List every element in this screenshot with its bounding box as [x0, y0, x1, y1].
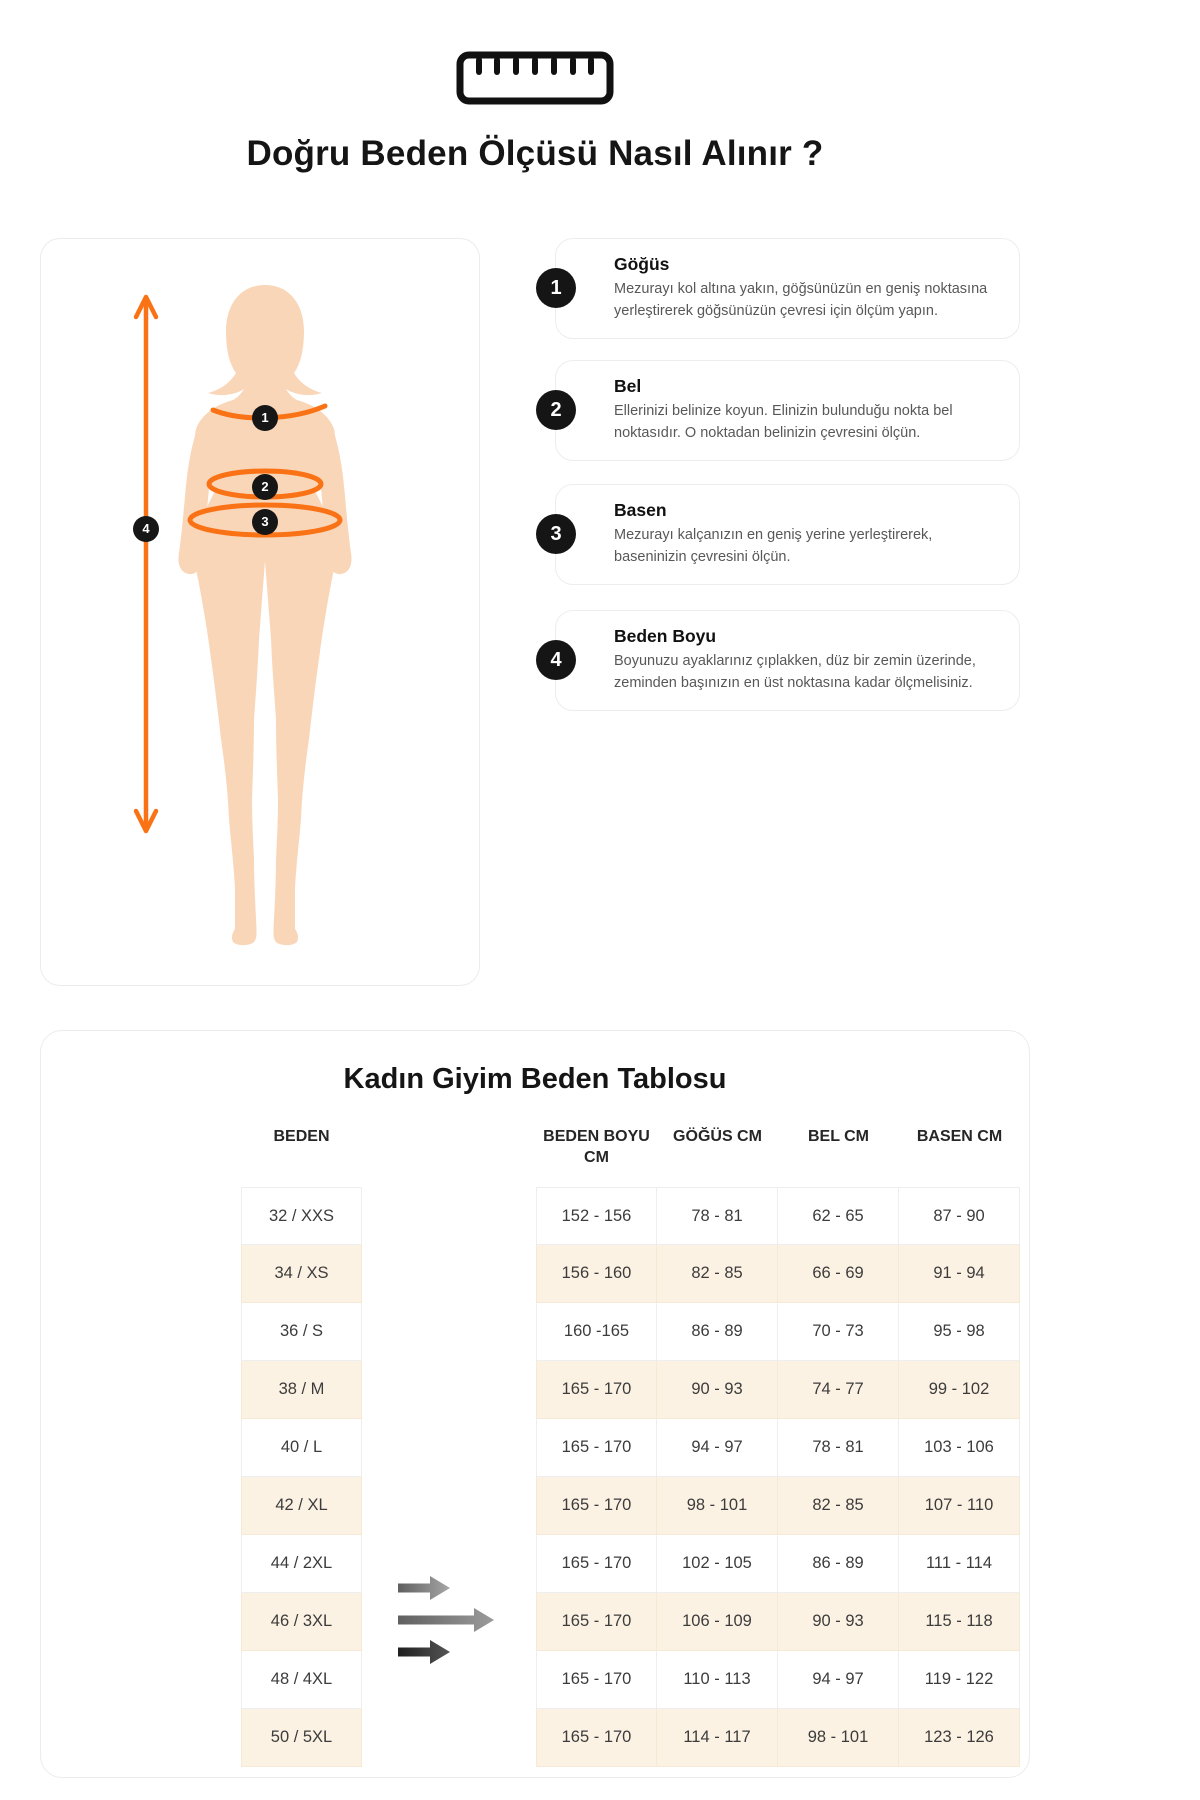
table-row [241, 1593, 1029, 1651]
table-row [241, 1245, 1029, 1303]
table-row [241, 1419, 1029, 1477]
cell-basen: 119 - 122 [899, 1651, 1020, 1709]
cell-bel: 62 - 65 [778, 1187, 899, 1245]
column-header-beden: BEDEN [273, 1128, 330, 1145]
size-table-card [40, 1030, 1030, 1778]
size-table-title: Kadın Giyim Beden Tablosu [343, 1063, 727, 1095]
instruction-card-chest [550, 238, 1020, 339]
cell-beden: 50 / 5XL [241, 1709, 362, 1767]
cell-bel: 90 - 93 [778, 1593, 899, 1651]
cell-gogus: 106 - 109 [657, 1593, 778, 1651]
cell-boy: 165 - 170 [536, 1709, 657, 1767]
cell-basen: 107 - 110 [899, 1477, 1020, 1535]
body-silhouette-illustration [41, 239, 481, 987]
cell-beden: 32 / XXS [241, 1187, 362, 1245]
column-header-gogus: GÖĞÜS CM [673, 1128, 762, 1145]
cell-basen: 95 - 98 [899, 1303, 1020, 1361]
cell-boy: 152 - 156 [536, 1187, 657, 1245]
height-arrow [136, 297, 156, 831]
column-header-beden-boyu: BEDEN BOYU CM [543, 1128, 650, 1166]
cell-gogus: 86 - 89 [657, 1303, 778, 1361]
measure-point-4-badge: 4 [133, 516, 159, 542]
instruction-title: Basen [614, 500, 667, 520]
cell-boy: 165 - 170 [536, 1419, 657, 1477]
cell-beden: 46 / 3XL [241, 1593, 362, 1651]
cell-boy: 165 - 170 [536, 1593, 657, 1651]
instruction-text: Mezurayı kol altına yakın, göğsünüzün en geniş noktasına yerleştirerek göğsünüzün çevresi için ölçüm yapın. [614, 281, 988, 319]
step-1-number-badge: 1 [536, 268, 576, 308]
cell-boy: 165 - 170 [536, 1535, 657, 1593]
instruction-title: Bel [614, 376, 642, 396]
measure-point-1-badge: 1 [252, 405, 278, 431]
step-3-number-badge: 3 [536, 514, 576, 554]
cell-basen: 87 - 90 [899, 1187, 1020, 1245]
cell-gogus: 98 - 101 [657, 1477, 778, 1535]
column-header-basen: BASEN CM [916, 1128, 1003, 1145]
cell-basen: 99 - 102 [899, 1361, 1020, 1419]
cell-boy: 160 -165 [536, 1303, 657, 1361]
cell-beden: 34 / XS [241, 1245, 362, 1303]
cell-bel: 74 - 77 [778, 1361, 899, 1419]
instruction-text: Boyunuzu ayaklarınız çıplakken, düz bir zemin üzerinde, zeminden başınızın en üst noktasına kadar ölçmelisiniz. [614, 653, 976, 691]
table-row [241, 1709, 1029, 1767]
cell-boy: 165 - 170 [536, 1361, 657, 1419]
instruction-text: Mezurayı kalçanızın en geniş yerine yerleştirerek, baseninizin çevresini ölçün. [614, 527, 933, 565]
cell-gogus: 82 - 85 [657, 1245, 778, 1303]
instruction-card-height [550, 610, 1020, 711]
table-row [241, 1187, 1029, 1245]
cell-beden: 40 / L [241, 1419, 362, 1477]
instruction-card-hip [550, 484, 1020, 585]
step-4-number-badge: 4 [536, 640, 576, 680]
cell-bel: 78 - 81 [778, 1419, 899, 1477]
instruction-card-waist [550, 360, 1020, 461]
cell-basen: 111 - 114 [899, 1535, 1020, 1593]
measurement-figure-card [40, 238, 480, 986]
ruler-icon [455, 48, 615, 110]
cell-gogus: 90 - 93 [657, 1361, 778, 1419]
cell-beden: 42 / XL [241, 1477, 362, 1535]
cell-beden: 38 / M [241, 1361, 362, 1419]
cell-gogus: 110 - 113 [657, 1651, 778, 1709]
cell-beden: 48 / 4XL [241, 1651, 362, 1709]
cell-gogus: 94 - 97 [657, 1419, 778, 1477]
instruction-title: Beden Boyu [614, 626, 717, 646]
cell-boy: 156 - 160 [536, 1245, 657, 1303]
cell-basen: 91 - 94 [899, 1245, 1020, 1303]
step-2-number-badge: 2 [536, 390, 576, 430]
size-table-header [241, 1127, 1200, 1169]
cell-basen: 103 - 106 [899, 1419, 1020, 1477]
cell-beden: 44 / 2XL [241, 1535, 362, 1593]
cell-basen: 115 - 118 [899, 1593, 1020, 1651]
instruction-title: Göğüs [614, 254, 670, 274]
cell-bel: 70 - 73 [778, 1303, 899, 1361]
cell-gogus: 78 - 81 [657, 1187, 778, 1245]
size-table-body [41, 1187, 1029, 1767]
measure-point-3-badge: 3 [252, 509, 278, 535]
cell-basen: 123 - 126 [899, 1709, 1020, 1767]
cell-bel: 98 - 101 [778, 1709, 899, 1767]
table-row [241, 1535, 1029, 1593]
instruction-text: Ellerinizi belinize koyun. Elinizin bulunduğu nokta bel noktasıdır. O noktadan belinizin çevresini ölçün. [614, 403, 953, 441]
page-title: Doğru Beden Ölçüsü Nasıl Alınır ? [246, 134, 824, 173]
table-row [241, 1477, 1029, 1535]
cell-gogus: 114 - 117 [657, 1709, 778, 1767]
cell-boy: 165 - 170 [536, 1651, 657, 1709]
cell-beden: 36 / S [241, 1303, 362, 1361]
table-row [241, 1303, 1029, 1361]
cell-bel: 94 - 97 [778, 1651, 899, 1709]
table-row [241, 1651, 1029, 1709]
cell-boy: 165 - 170 [536, 1477, 657, 1535]
measure-point-2-badge: 2 [252, 474, 278, 500]
column-header-bel: BEL CM [807, 1128, 870, 1145]
cell-bel: 66 - 69 [778, 1245, 899, 1303]
cell-bel: 86 - 89 [778, 1535, 899, 1593]
cell-bel: 82 - 85 [778, 1477, 899, 1535]
cell-gogus: 102 - 105 [657, 1535, 778, 1593]
size-highlight-arrows-icon [396, 1573, 536, 1669]
table-row [241, 1361, 1029, 1419]
